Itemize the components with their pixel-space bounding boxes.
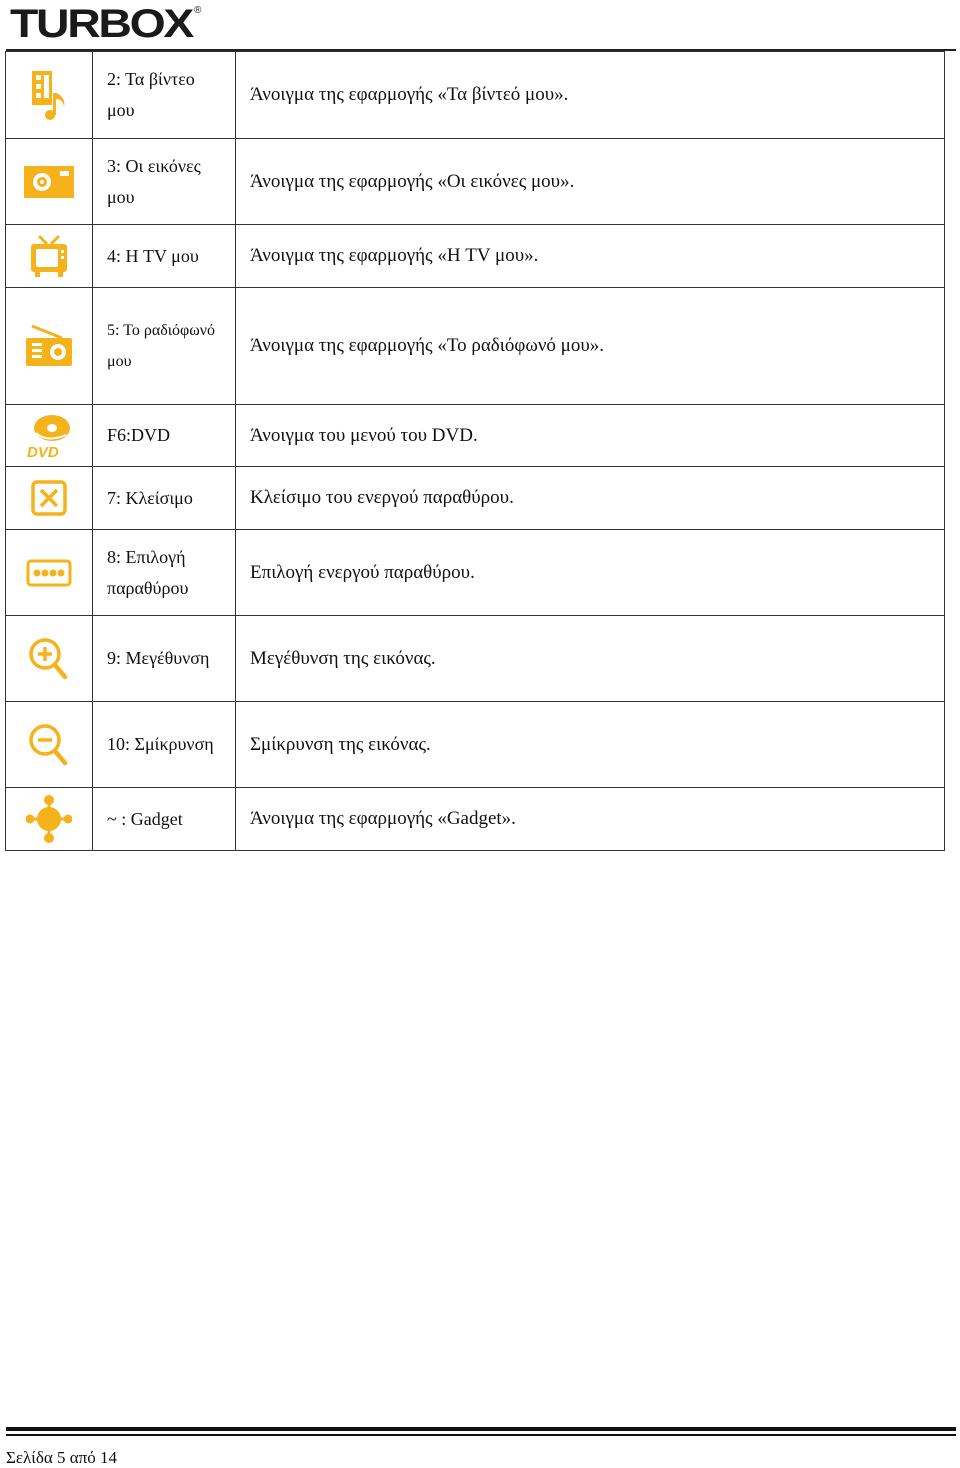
video-music-icon (28, 69, 70, 121)
zoom-in-icon (29, 637, 69, 681)
footer-rule (6, 1427, 956, 1431)
turbox-logo (10, 2, 210, 42)
key-label: 4: Η TV μου (93, 225, 236, 288)
key-label: 10: Σμίκρυνση (93, 702, 236, 788)
key-label: 3: Οι εικόνες μου (93, 139, 236, 225)
key-label: 7: Κλείσιμο (93, 467, 236, 530)
table-row (6, 467, 945, 530)
logo-text: TURBOX (10, 2, 195, 42)
gadget-icon (26, 795, 72, 843)
table-row (6, 788, 945, 851)
table-row (6, 288, 945, 405)
key-label: ~ : Gadget (93, 788, 236, 851)
key-label: 8: Επιλογή παραθύρου (93, 530, 236, 616)
key-label: 2: Τα βίντεο μου (93, 52, 236, 139)
table-row (6, 139, 945, 225)
key-description: Κλείσιμο του ενεργού παραθύρου. (236, 467, 945, 530)
key-label: F6:DVD (93, 405, 236, 467)
keys-table (5, 51, 945, 851)
zoom-out-icon (29, 723, 69, 767)
key-label: 5: Το ραδιόφωνό μου (93, 288, 236, 405)
key-label: 9: Μεγέθυνση (93, 616, 236, 702)
window-select-icon (26, 559, 72, 587)
key-description: Σμίκρυνση της εικόνας. (236, 702, 945, 788)
close-icon (31, 480, 67, 516)
footer-rule (6, 1434, 956, 1436)
table-row (6, 52, 945, 139)
key-description: Άνοιγμα της εφαρμογής «Το ραδιόφωνό μου». (236, 288, 945, 405)
svg-text:DVD: DVD (27, 443, 59, 459)
camera-icon (24, 166, 74, 198)
key-description: Άνοιγμα της εφαρμογής «Οι εικόνες μου». (236, 139, 945, 225)
key-description: Άνοιγμα της εφαρμογής «Η TV μου». (236, 225, 945, 288)
radio-icon (26, 324, 72, 368)
tv-icon (29, 234, 69, 278)
page-number: Σελίδα 5 από 14 (6, 1448, 118, 1467)
key-description: Άνοιγμα του μενού του DVD. (236, 405, 945, 467)
table-row (6, 530, 945, 616)
registered-mark: ® (194, 5, 202, 16)
table-row (6, 405, 945, 467)
dvd-icon (26, 413, 72, 459)
key-description: Άνοιγμα της εφαρμογής «Τα βίντεό μου». (236, 52, 945, 139)
key-description: Επιλογή ενεργού παραθύρου. (236, 530, 945, 616)
key-description: Άνοιγμα της εφαρμογής «Gadget». (236, 788, 945, 851)
table-row (6, 225, 945, 288)
key-description: Μεγέθυνση της εικόνας. (236, 616, 945, 702)
table-row (6, 616, 945, 702)
table-row (6, 702, 945, 788)
